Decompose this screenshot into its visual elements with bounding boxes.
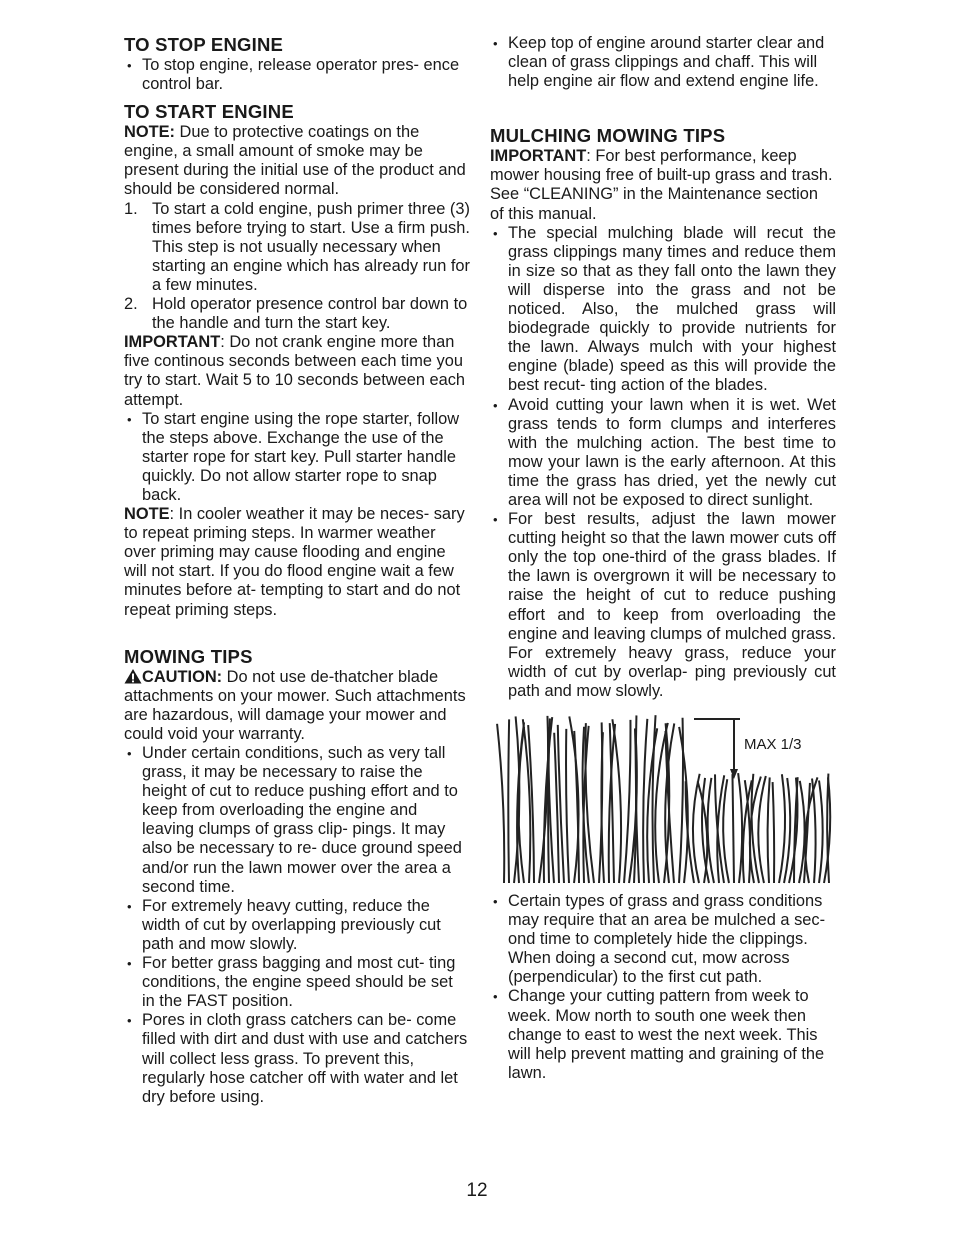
list-item: • For better grass bagging and most cut- ting conditions, the engine speed should be set in the FAST position. (124, 954, 470, 1011)
list-item: • For extremely heavy cutting, reduce the width of cut by overlapping previously cut path and mow slowly. (124, 897, 470, 954)
heading-mowing-tips: MOWING TIPS (124, 645, 253, 667)
important-text: : Do not crank engine more than five continous seconds between each time you try to start. Wait 5 to 10 seconds between each attempt. (124, 333, 466, 409)
heading-to-stop-engine: TO STOP ENGINE (124, 34, 284, 55)
mulching-important (490, 147, 836, 223)
start-engine-important (124, 333, 470, 409)
list-item: • To start engine using the rope starter, follow the steps above. Exchange the use of the starter rope for start key. Pull starter handle quickly. Do not allow starter rope to snap back. (124, 410, 470, 505)
list-item (124, 295, 470, 333)
list-item: • Avoid cutting your lawn when it is wet. Wet grass tends to form clumps and interferes with the mulching action. The best time to mow your lawn is the early afternoon. At this time the grass has dried, yet the newly cut area will not be exposed to direct sunlight. (490, 396, 836, 511)
stop-engine-list (124, 56, 470, 94)
important-label: IMPORTANT (490, 147, 587, 166)
rope-starter-list (124, 410, 470, 505)
step-text: Hold operator presence control bar down to the handle and turn the start key. (152, 295, 468, 333)
mowing-caution (124, 668, 470, 744)
note-label: NOTE: (124, 123, 175, 142)
note-label: NOTE (124, 505, 170, 524)
start-steps-list (124, 200, 470, 334)
grass-cut-height-figure (496, 711, 836, 886)
start-engine-note-2 (124, 505, 470, 620)
important-label: IMPORTANT (124, 333, 221, 352)
list-item: • Change your cutting pattern from week to week. Mow north to south one week then change to east to west the next week. This will help prevent matting and graining of the lawn. (490, 987, 836, 1082)
step-number: 2. (124, 295, 138, 314)
note-text: : In cooler weather it may be neces- sary to repeat priming steps. In warmer weather over priming may cause flooding and engine will not start. If you do flood engine wait a few minutes before at- tempting to start and do not repeat priming steps. (124, 505, 465, 619)
mulching-tips-list-2 (490, 892, 836, 1083)
start-engine-note (124, 123, 470, 199)
heading-mulching-mowing-tips: MULCHING MOWING TIPS (490, 125, 726, 147)
engine-clean-list (490, 34, 836, 91)
mulching-tips-list (490, 224, 836, 701)
left-column (124, 34, 470, 1107)
list-item (124, 200, 470, 295)
mowing-tips-list (124, 744, 470, 1107)
list-item: • Keep top of engine around starter clear and clean of grass clippings and chaff. This will help engine air flow and extend engine life. (490, 34, 836, 91)
page-number: 12 (466, 1180, 488, 1201)
list-item: • The special mulching blade will recut the grass clippings many times and reduce them in size so that as they fall onto the lawn they will disperse into the grass and not be noticed. Also, the mulched grass will biodegrade quickly to provide nutrients for the lawn. Always mulch with your highest engine (blade) speed as this will provide the best recut- ting action of the blades. (490, 224, 836, 396)
warning-icon (124, 668, 142, 684)
list-item: • Pores in cloth grass catchers can be- come filled with dirt and dust with use and catchers will collect less grass. To prevent this, regularly hose catcher off with water and let dry before using. (124, 1011, 470, 1106)
caution-text: Do not use de-thatcher blade attachments on your mower. Such attachments are hazardous, will damage your mower and could void your warranty. (124, 667, 466, 743)
heading-to-start-engine: TO START ENGINE (124, 101, 294, 123)
list-item: • To stop engine, release operator pres- ence control bar. (124, 56, 470, 94)
list-item: • Under certain conditions, such as very tall grass, it may be necessary to raise the height of cut to reduce pushing effort and to keep from overloading the engine and leaving clumps of grass clip- pings. It may also be necessary to re- duce ground speed and/or run the lawn mower over the area a second time. (124, 744, 470, 897)
note-text: Due to protective coatings on the engine, a small amount of smoke may be present during the initial use of the product and should be considered normal. (124, 123, 466, 199)
right-column (490, 34, 836, 1083)
list-item: • Certain types of grass and grass conditions may require that an area be mulched a sec- ond time to completely hide the clippings. When doing a second cut, mow across (perpendicular) to the first cut path. (490, 892, 836, 987)
caution-label: CAUTION: (142, 667, 223, 686)
important-text: : For best performance, keep mower housing free of built-up grass and trash. See “CLEANING” in the Maintenance section of this manual. (490, 147, 833, 223)
list-item: • For best results, adjust the lawn mower cutting height so that the lawn mower cuts off only the top one-third of the grass blades. If the lawn is overgrown it will be necessary to raise the height of cut to reduce pushing effort and to keep from overloading the engine and leaving clumps of mulched grass. For extremely heavy grass, reduce your width of cut by overlap- ping previously cut path and mow slowly. (490, 510, 836, 701)
step-number: 1. (124, 199, 138, 218)
max-cut-label: MAX 1/3 (744, 736, 802, 753)
step-text: To start a cold engine, push primer three (3) times before trying to start. Use a firm push. This step is not usually necessary when starting an engine which has already run for a few minutes. (152, 199, 470, 294)
